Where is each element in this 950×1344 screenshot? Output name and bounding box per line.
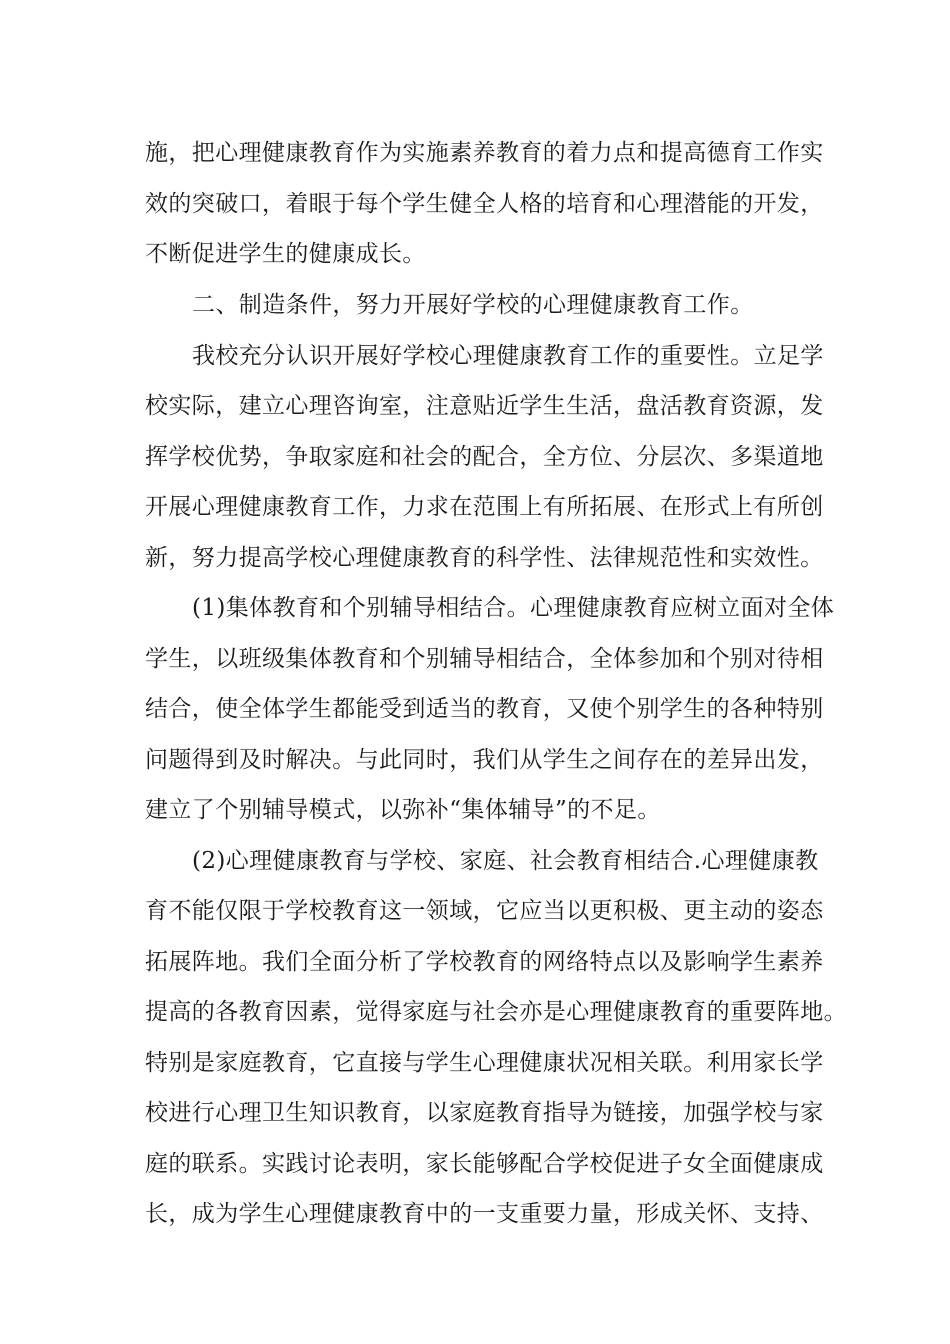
text-line: (2)心理健康教育与学校、家庭、社会教育相结合.心理健康教 — [192, 848, 819, 874]
text-line: 特别是家庭教育，它直接与学生心理健康状况相关联。利用家长学 — [145, 1050, 824, 1076]
text-line: 校进行心理卫生知识教育，以家庭教育指导为链接，加强学校与家 — [145, 1100, 824, 1126]
text-line: (1)集体教育和个别辅导相结合。心理健康教育应树立面对全体 — [192, 595, 835, 621]
text-line: 长，成为学生心理健康教育中的一支重要力量，形成关怀、支持、 — [145, 1201, 824, 1227]
text-line: 挥学校优势，争取家庭和社会的配合，全方位、分层次、多渠道地 — [145, 444, 824, 470]
text-line: 提高的各教育因素，觉得家庭与社会亦是心理健康教育的重要阵地。 — [145, 999, 847, 1025]
text-line: 学生，以班级集体教育和个别辅导相结合，全体参加和个别对待相 — [145, 646, 824, 672]
text-line: 结合，使全体学生都能受到适当的教育，又使个别学生的各种特别 — [145, 696, 824, 722]
text-line: 拓展阵地。我们全面分析了学校教育的网络特点以及影响学生素养 — [145, 949, 824, 975]
text-line: 不断促进学生的健康成长。 — [145, 241, 426, 267]
text-line: 建立了个别辅导模式，以弥补“集体辅导”的不足。 — [145, 797, 661, 823]
section-heading: 二、制造条件，努力开展好学校的心理健康教育工作。 — [192, 292, 754, 318]
text-line: 校实际，建立心理咨询室，注意贴近学生生活，盘活教育资源，发 — [145, 393, 824, 419]
text-line: 新，努力提高学校心理健康教育的科学性、法律规范性和实效性。 — [145, 545, 824, 571]
text-line: 问题得到及时解决。与此同时，我们从学生之间存在的差异出发， — [145, 747, 824, 773]
text-line: 开展心理健康教育工作，力求在范围上有所拓展、在形式上有所创 — [145, 494, 824, 520]
text-line: 庭的联系。实践讨论表明，家长能够配合学校促进子女全面健康成 — [145, 1151, 824, 1177]
text-line: 施，把心理健康教育作为实施素养教育的着力点和提高德育工作实 — [145, 140, 824, 166]
text-line: 育不能仅限于学校教育这一领域，它应当以更积极、更主动的姿态 — [145, 898, 824, 924]
text-line: 我校充分认识开展好学校心理健康教育工作的重要性。立足学 — [192, 343, 824, 369]
text-line: 效的突破口，着眼于每个学生健全人格的培育和心理潜能的开发， — [145, 191, 824, 217]
